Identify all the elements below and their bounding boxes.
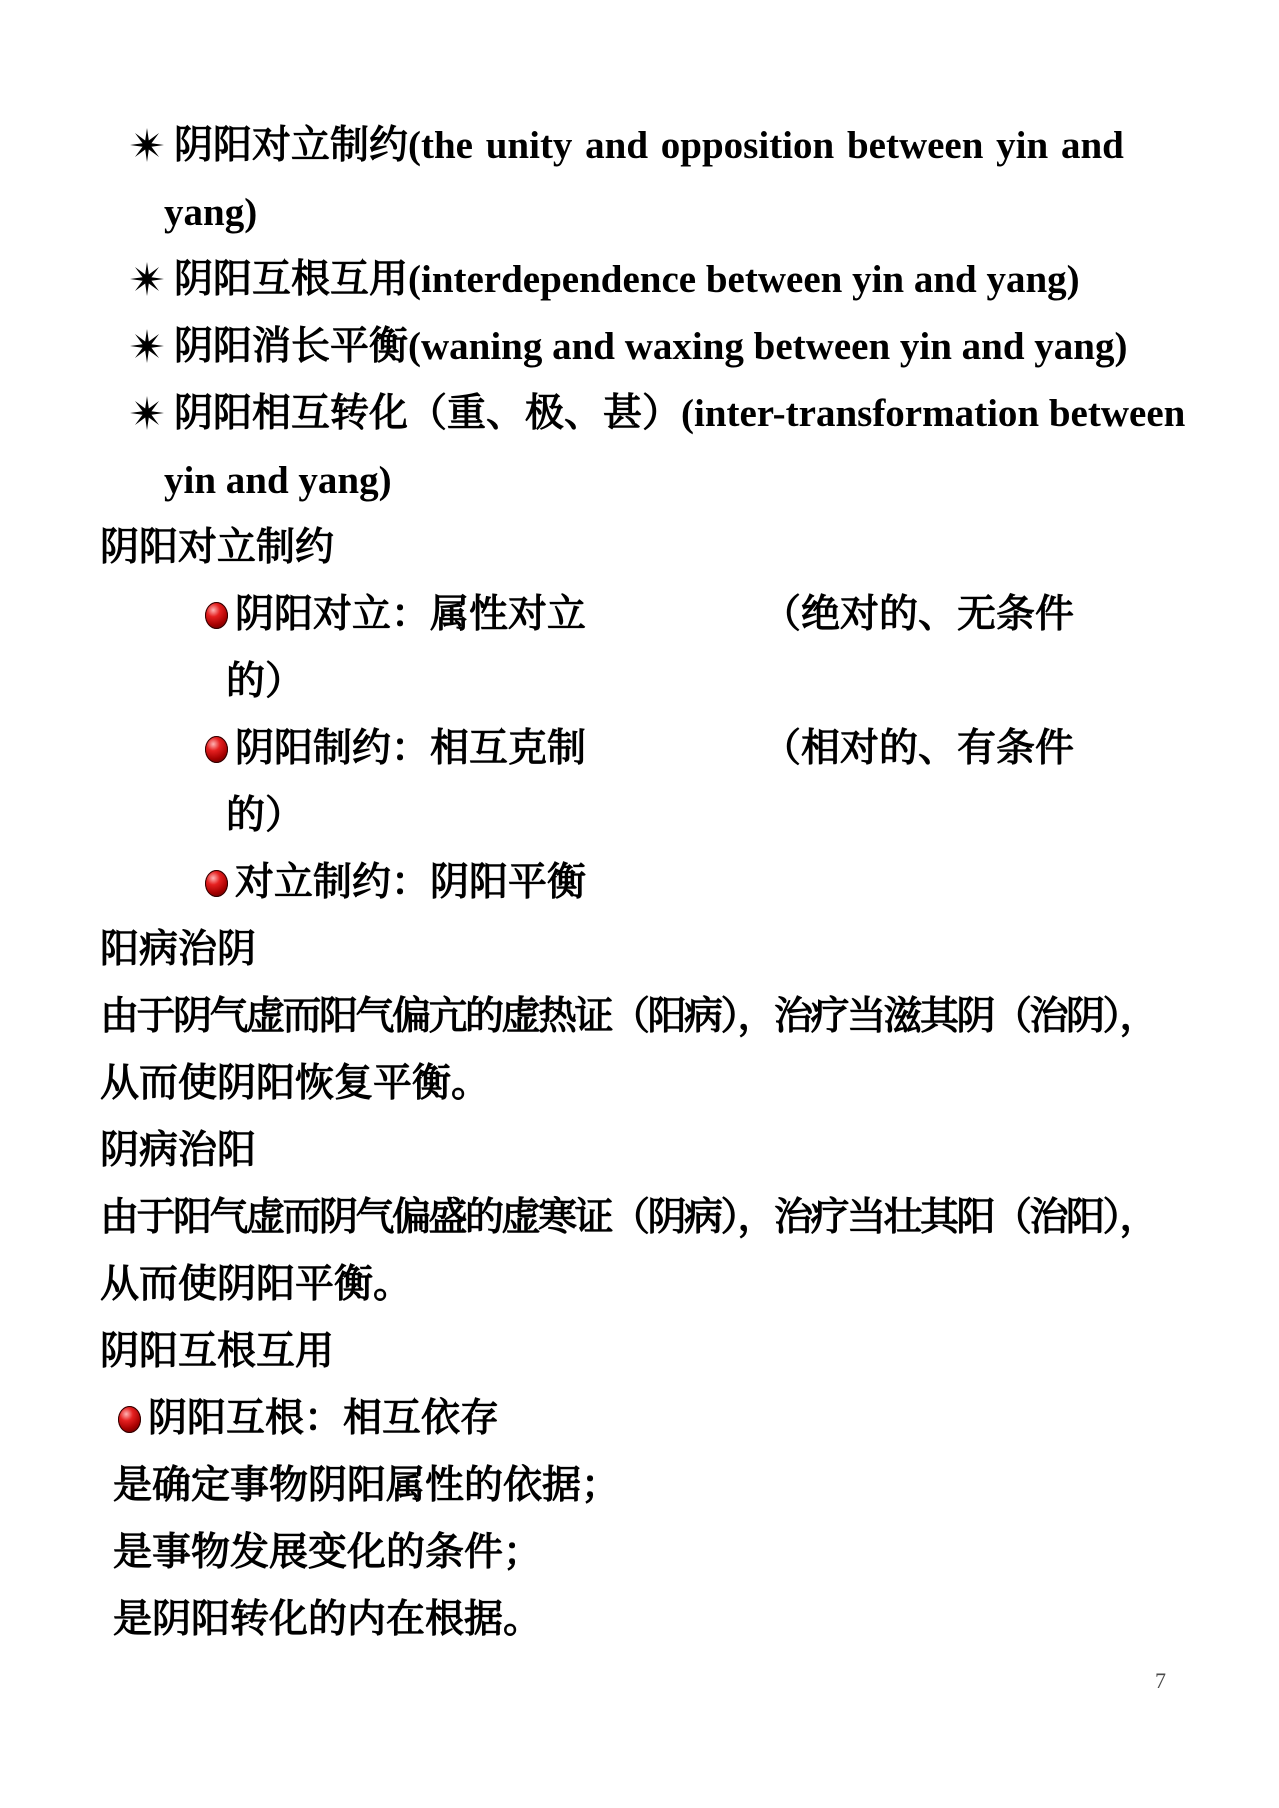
star-item-continuation: yin and yang) [164,459,392,502]
star-item-text: 阴阳相互转化（重、极、甚）(inter-transformation between [174,392,1186,435]
sub-bullet-annotation: （绝对的、无条件 [762,593,1075,636]
sub-bullet-text: 阴阳制约：相互克制 [235,727,587,770]
sub-bullet-continuation: 的） [226,794,305,837]
eight-pointed-star-icon [130,262,164,296]
page-number: 7 [1155,1668,1166,1693]
star-item-text: 阴阳消长平衡(waning and waxing between yin and yang) [174,325,1128,368]
paragraph-line: 是确定事物阴阳属性的依据； [113,1464,621,1507]
star-item-text: 阴阳互根互用(interdependence between yin and yang) [174,258,1080,301]
paragraph-line: 是事物发展变化的条件； [113,1531,543,1574]
sub-bullet-item [100,715,1180,782]
red-sphere-bullet-icon [205,870,228,897]
sub-bullet-item [100,581,1180,648]
paragraph-line: 由于阳气虚而阴气偏盛的虚寒证（阴病），治疗当壮其阳（治阳）， [100,1196,1157,1239]
paragraph-line: 从而使阴阳恢复平衡。 [100,1062,491,1105]
section-heading: 阴病治阳 [100,1129,257,1172]
paragraph-line: 从而使阴阳平衡。 [100,1263,413,1306]
star-list-item [100,313,1180,380]
sub-bullet-item [100,1385,1180,1452]
page-content [100,112,1186,1653]
star-item-text: 阴阳对立制约(the unity and opposition between yin and [174,124,1124,167]
star-list-item [100,246,1180,313]
section-heading: 阴阳互根互用 [100,1330,335,1373]
sub-bullet-text: 对立制约：阴阳平衡 [235,861,587,904]
red-sphere-bullet-icon [118,1406,141,1433]
section-heading: 阴阳对立制约 [100,526,335,569]
red-sphere-bullet-icon [205,736,228,763]
star-item-continuation: yang) [164,191,258,234]
section-heading: 阳病治阴 [100,928,257,971]
eight-pointed-star-icon [130,128,164,162]
star-list-item [100,112,1180,179]
eight-pointed-star-icon [130,329,164,363]
sub-bullet-item [100,849,1180,916]
sub-bullet-annotation: （相对的、有条件 [762,727,1075,770]
paragraph-line: 是阴阳转化的内在根据。 [113,1598,543,1641]
sub-bullet-text: 阴阳互根：相互依存 [148,1397,500,1440]
sub-bullet-text: 阴阳对立：属性对立 [235,593,587,636]
eight-pointed-star-icon [130,396,164,430]
paragraph-line: 由于阴气虚而阳气偏亢的虚热证（阳病），治疗当滋其阴（治阴）， [100,995,1157,1038]
star-list-item [100,380,1186,447]
red-sphere-bullet-icon [205,602,228,629]
sub-bullet-continuation: 的） [226,660,305,703]
